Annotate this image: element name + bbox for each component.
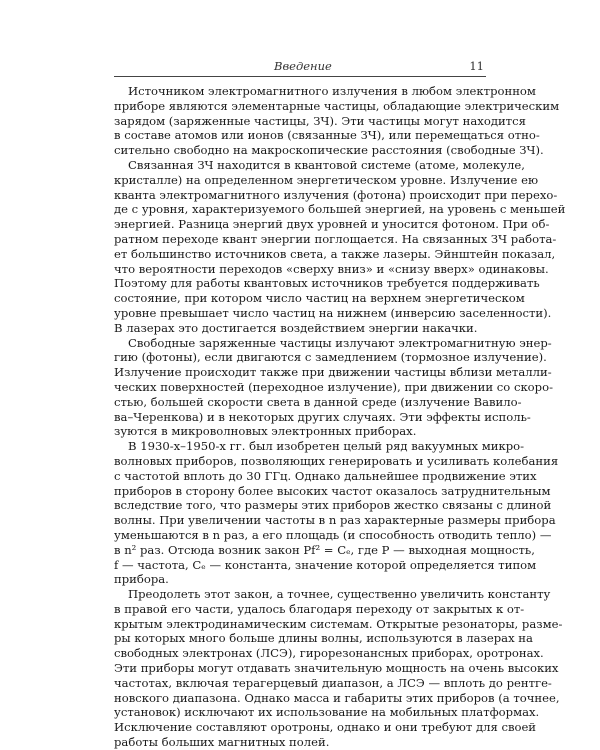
body-text bbox=[114, 84, 566, 750]
text-line: что вероятности переходов «сверху вниз» и «снизу вверх» одинаковы. bbox=[114, 261, 549, 276]
text-line: Исключение составляют оротроны, однако и они требуют для своей bbox=[114, 720, 537, 735]
text-line: уровне превышает число частиц на нижнем (инверсию заселенности). bbox=[114, 305, 552, 320]
text-line: Свободные заряженные частицы излучают электромагнитную энер- bbox=[128, 335, 552, 350]
text-line: стью, большей скорости света в данной среде (излучение Вавило- bbox=[114, 394, 522, 409]
text-line: прибора. bbox=[114, 572, 169, 587]
book-page bbox=[114, 58, 566, 750]
text-line: Связанная ЗЧ находится в квантовой системе (атоме, молекуле, bbox=[128, 157, 525, 172]
running-title: Введение bbox=[274, 59, 332, 73]
text-line: в правой его части, удалось благодаря переходу от закрытых к от- bbox=[114, 601, 525, 616]
text-line: гию (фотоны), если двигаются с замедлением (тормозное излучение). bbox=[114, 350, 547, 365]
text-line: волны. При увеличении частоты в n раз характерные размеры прибора bbox=[114, 513, 556, 528]
text-line: свободных электронах (ЛСЭ), гирорезонансных приборах, оротронах. bbox=[114, 646, 544, 661]
text-line: работы больших магнитных полей. bbox=[114, 735, 330, 750]
text-line: уменьшаются в n раз, а его площадь (и способность отводить тепло) — bbox=[114, 527, 552, 542]
text-line: де с уровня, характеризуемого большей энергией, на уровень с меньшей bbox=[114, 202, 566, 217]
text-line: кристалле) на определенном энергетическом уровне. Излучение ею bbox=[114, 172, 539, 187]
text-line: кванта электромагнитного излучения (фотона) происходит при перехо- bbox=[114, 187, 558, 202]
text-line: приборе являются элементарные частицы, обладающие электрическим bbox=[114, 98, 560, 113]
text-line: волновых приборов, позволяющих генерировать и усиливать колебания bbox=[114, 453, 559, 468]
text-line: сительно свободно на макроскопические расстояния (свободные ЗЧ). bbox=[114, 143, 544, 158]
text-line: Преодолеть этот закон, а точнее, существенно увеличить константу bbox=[128, 587, 551, 602]
text-line: Поэтому для работы квантовых источников требуется поддерживать bbox=[114, 276, 540, 291]
paragraph bbox=[114, 84, 560, 158]
text-line: крытым электродинамическим системам. Открытые резонаторы, разме- bbox=[114, 616, 563, 631]
running-header bbox=[114, 58, 486, 77]
text-line: приборов в сторону более высоких частот оказалось затруднительным bbox=[114, 483, 551, 498]
text-line: ры которых много больше длины волны, используются в лазерах на bbox=[114, 631, 533, 646]
text-line: зарядом (заряженные частицы, ЗЧ). Эти частицы могут находится bbox=[114, 113, 526, 128]
text-line: состояние, при котором число частиц на верхнем энергетическом bbox=[114, 291, 525, 306]
text-line: ческих поверхностей (переходное излучение), при движении со скоро- bbox=[114, 379, 553, 394]
text-line: в составе атомов или ионов (связанные ЗЧ), или перемещаться отно- bbox=[114, 128, 540, 143]
paragraph bbox=[114, 335, 553, 440]
paragraph bbox=[114, 587, 563, 750]
text-line: Источником электромагнитного излучения в любом электронном bbox=[128, 84, 536, 98]
text-line: ратном переходе квант энергии поглощается. На связанных ЗЧ работа- bbox=[114, 231, 557, 246]
paragraph bbox=[114, 157, 566, 336]
text-line: вследствие того, что размеры этих приборов жестко связаны с длиной bbox=[114, 498, 552, 513]
text-line: в n² раз. Отсюда возник закон Pf² = Cₑ, где P — выходная мощность, bbox=[114, 542, 535, 557]
text-line: ет большинство источников света, а также лазеры. Эйнштейн показал, bbox=[114, 246, 556, 261]
text-line: с частотой вплоть до 30 ГГц. Однако дальнейшее продвижение этих bbox=[114, 468, 537, 483]
text-line: В лазерах это достигается воздействием энергии накачки. bbox=[114, 320, 478, 335]
text-line: энергией. Разница энергий двух уровней и уносится фотоном. При об- bbox=[114, 217, 550, 232]
text-line: f — частота, Cₑ — константа, значение которой определяется типом bbox=[114, 557, 537, 572]
text-line: ва–Черенкова) и в некоторых других случаях. Эти эффекты исполь- bbox=[114, 409, 531, 424]
text-line: Эти приборы могут отдавать значительную мощность на очень высоких bbox=[114, 661, 559, 676]
text-line: В 1930-х–1950-х гг. был изобретен целый ряд вакуумных микро- bbox=[128, 439, 525, 454]
text-line: новского диапазона. Однако масса и габариты этих приборов (а точнее, bbox=[114, 690, 560, 705]
page-number: 11 bbox=[469, 59, 484, 73]
text-line: установок) исключают их использование на мобильных платформах. bbox=[114, 705, 540, 720]
text-line: Излучение происходит также при движении частицы вблизи металли- bbox=[114, 365, 552, 380]
text-line: зуются в микроволновых электронных приборах. bbox=[114, 424, 417, 439]
paragraph bbox=[114, 439, 559, 587]
text-line: частотах, включая терагерцевый диапазон, а ЛСЭ — вплоть до рентге- bbox=[114, 675, 552, 690]
